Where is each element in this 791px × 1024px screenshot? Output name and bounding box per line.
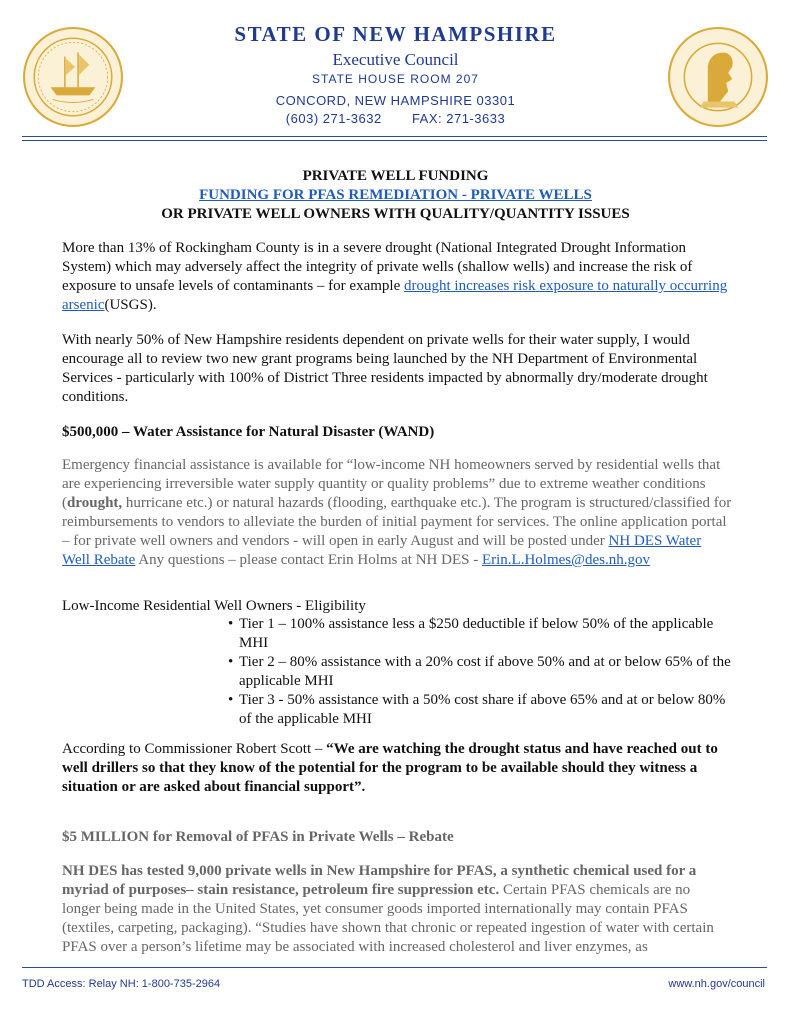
quote-prefix: According to Commissioner Robert Scott –	[62, 741, 327, 757]
footer-divider	[22, 967, 767, 968]
wand-text-cont: hurricane etc.) or natural hazards (flooding, earthquake etc.). The program is structured/classified for reimbursements to vendors to alleviate the burden of initial payment for services. The online application portal – for private well owners and vendors - will open in early August and will be posted under	[62, 495, 732, 549]
intro-text: More than 13% of Rockingham County is in a severe drought (National Integrated Drought Information System) which may adversely affect the integrity of private wells (shallow wells) and increase the risk of exposure to unsafe levels of contaminants – for example	[62, 240, 693, 294]
letterhead-phone-line	[0, 111, 791, 126]
eligibility-list	[228, 615, 733, 729]
letterhead-room: STATE HOUSE ROOM 207	[312, 72, 479, 86]
email-link[interactable]: Erin.L.Holmes@des.nh.gov	[481, 552, 650, 568]
wells-paragraph: With nearly 50% of New Hampshire residents dependent on private wells for their water supply, I would encourage all to review two new grant programs being launched by the NH Department of Environmental Services - particularly with 100% of District Three residents impacted by abnormally dry/moderate drought conditions.	[62, 332, 708, 405]
wand-paragraph	[62, 456, 732, 570]
quote-text: “We are watching the drought status and have reached out to well drillers so that they know of the potential for the program to be available should they witness a situation or are asked about financial support”.	[62, 741, 718, 795]
header-divider-secondary	[22, 140, 767, 141]
pfas-remediation-link[interactable]: FUNDING FOR PFAS REMEDIATION - PRIVATE WELLS	[199, 187, 592, 203]
water-well-rebate-link[interactable]: NH DES Water Well Rebate	[62, 533, 702, 568]
title-pfas-remediation	[0, 187, 791, 204]
wand-text: Emergency financial assistance is available for “low-income NH homeowners served by residential wells that are experiencing irreversible water supply quantity or quality problems” due to extreme weather conditions (	[62, 457, 721, 511]
letterhead-state-name: STATE OF NEW HAMPSHIRE	[234, 22, 557, 46]
pfas-heading: $5 MILLION for Removal of PFAS in Private Wells – Rebate	[62, 829, 454, 845]
tier-1-item: • Tier 1 – 100% assistance less a $250 deductible if below 50% of the applicable MHI	[228, 615, 733, 653]
title-private-well-funding: PRIVATE WELL FUNDING	[302, 168, 489, 184]
wand-heading: $500,000 – Water Assistance for Natural Disaster (WAND)	[62, 424, 435, 440]
footer-tdd: TDD Access: Relay NH: 1-800-735-2964	[22, 978, 221, 990]
tier-3-item: • Tier 3 - 50% assistance with a 50% cost share if above 65% and at or below 80% of the applicable MHI	[228, 691, 733, 729]
pfas-text: Certain PFAS chemicals are no longer being made in the United States, yet consumer goods imported internationally may contain PFAS (textiles, carpeting, packaging). “Studies have shown that chronic or repeated ingestion of water with certain PFAS over a person’s lifetime may be associated with increased cholesterol and liver enzymes, as	[62, 882, 714, 955]
pfas-testing-emphasis: NH DES has tested 9,000 private wells in New Hampshire for PFAS, a synthetic chemical used for a myriad of purposes– stain resistance, petroleum fire suppression etc.	[62, 863, 697, 898]
tier-2-item: • Tier 2 – 80% assistance with a 20% cost if above 50% and at or below 65% of the applicable MHI	[228, 653, 733, 691]
letterhead-phone: (603) 271-3632	[285, 111, 382, 126]
wand-contact: Any questions – please contact Erin Holms at NH DES -	[135, 552, 482, 568]
letterhead-fax: FAX: 271-3633	[411, 111, 506, 126]
wand-drought-emphasis: drought,	[67, 495, 123, 511]
intro-paragraph	[62, 239, 732, 315]
intro-source: (USGS).	[104, 297, 157, 313]
title-quality-quantity: OR PRIVATE WELL OWNERS WITH QUALITY/QUANTITY ISSUES	[161, 206, 630, 222]
footer-website: www.nh.gov/council	[668, 978, 765, 990]
letterhead-council-name: Executive Council	[332, 50, 459, 69]
pfas-paragraph	[62, 862, 732, 957]
arsenic-risk-link[interactable]: drought increases risk exposure to naturally occurring arsenic	[62, 278, 728, 313]
commissioner-quote	[62, 740, 732, 797]
header-divider	[22, 136, 767, 137]
letterhead-city: CONCORD, NEW HAMPSHIRE 03301	[275, 93, 516, 108]
eligibility-heading: Low-Income Residential Well Owners - Eligibility	[62, 598, 366, 614]
